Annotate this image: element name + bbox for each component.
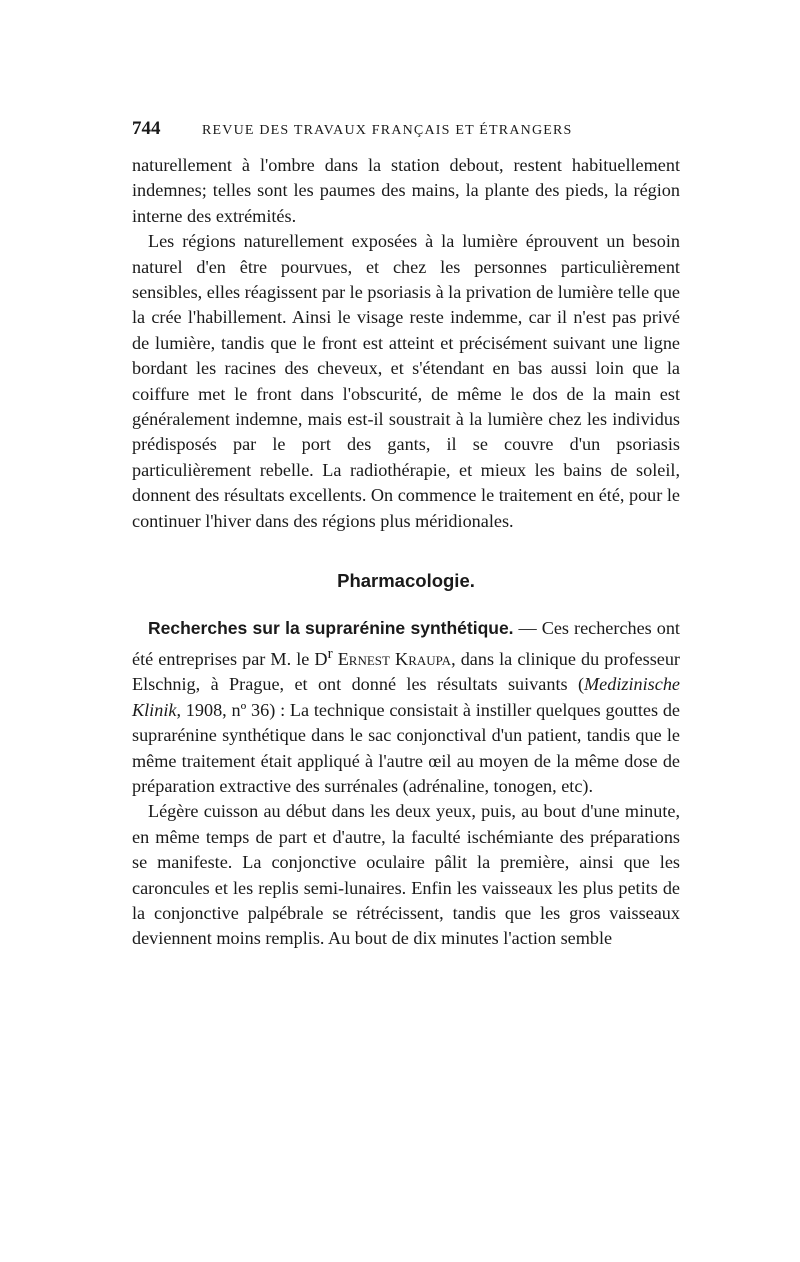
article-text-b: , dans la clinique du professeur Elschnig, à Prague, et ont donné les résultats suivants (	[132, 648, 680, 695]
article-title: Recherches sur la suprarénine synthétique.	[148, 617, 514, 638]
article-paragraph-1	[132, 616, 680, 800]
running-header	[132, 118, 680, 141]
running-title: REVUE DES TRAVAUX FRANÇAIS ET ÉTRANGERS	[202, 123, 573, 138]
author-name: Ernest Kraupa	[332, 648, 452, 669]
paragraph-light-exposure: Les régions naturellement exposées à la lumière éprouvent un besoin naturel d'en être pourvues, et chez les personnes particulièrement sensibles, elles réagissent par le psoriasis à la privation de lumière telle que la crée l'habillement. Ainsi le visage reste indemme, car il n'est pas privé de lumière, tandis que le front est atteint et précisément suivant une ligne bordant les racines des cheveux, et s'étendant en bas aussi loin que la coiffure met le front dans l'obscurité, de même le dos de la main est généralement indemne, mais est-il soustrait à la lumière chez les individus prédisposés par le port des gants, il se couvre d'un psoriasis particulièrement rebelle. La radiothérapie, et mieux les bains de soleil, donnent des résultats excellents. On commence le traitement en été, pour le continuer l'hiver dans des régions plus méridionales.	[132, 231, 680, 531]
journal-name: Medizinische Klinik	[132, 674, 680, 720]
title-superscript: r	[327, 644, 333, 662]
page	[132, 118, 680, 952]
article-paragraph-2: Légère cuisson au début dans les deux yeux, puis, au bout d'une minute, en même temps de part et d'autre, la faculté ischémiante des préparations se manifeste. La conjonctive oculaire pâlit la première, ainsi que les caroncules et les replis semi-lunaires. Enfin les vaisseaux les plus petits de la conjonctive palpébrale se rétrécissent, tandis que les gros vaisseaux deviennent moins remplis. Au bout de dix minutes l'action semble	[132, 801, 680, 949]
section-heading: Pharmacologie.	[337, 570, 475, 592]
page-number: 744	[132, 118, 161, 139]
paragraph-continued: naturellement à l'ombre dans la station debout, restent habituellement indemnes; telles sont les paumes des mains, la plante des pieds, la région interne des extrémités.	[132, 155, 680, 226]
body-text	[132, 153, 680, 952]
article-text-c: , 1908, nº 36) : La technique consistait à instiller quelques gouttes de suprarénine synthétique dans le sac conjonctival d'un patient, tandis que le même traitement était appliqué à l'autre œil au moyen de la même dose de préparation extractive des surrénales (adrénaline, tonogen, etc).	[132, 699, 680, 796]
article-text-a: — Ces recherches ont été entreprises par M. le D	[132, 617, 680, 669]
